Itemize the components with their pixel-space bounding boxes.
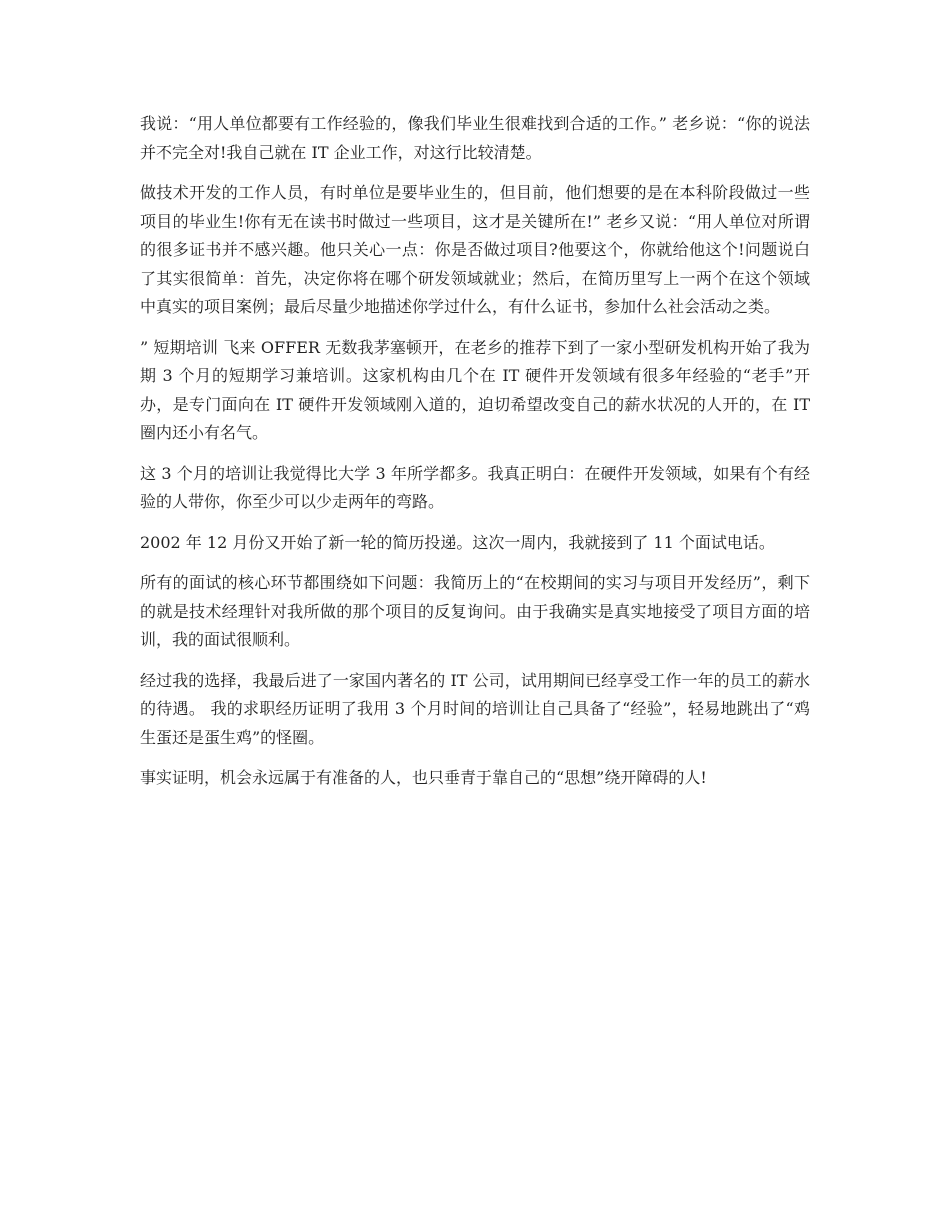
paragraph-3: ” 短期培训 飞来 OFFER 无数我茅塞顿开，在老乡的推荐下到了一家小型研发机构开始了我为期 3 个月的短期学习兼培训。这家机构由几个在 IT 硬件开发领域有很多年经验的“老手”开办，是专门面向在 IT 硬件开发领域刚入道的，迫切希望改变自己的薪水状况的人开的，在 IT 圈内还小有名气。 xyxy=(140,337,810,442)
paragraph-1: 我说：“用人单位都要有工作经验的，像我们毕业生很难找到合适的工作。” 老乡说：“你的说法并不完全对!我自己就在 IT 企业工作，对这行比较清楚。 xyxy=(140,114,810,162)
paragraph-5: 2002 年 12 月份又开始了新一轮的简历投递。这次一周内，我就接到了 11 个面试电话。 xyxy=(140,532,775,552)
paragraph-6: 所有的面试的核心环节都围绕如下问题：我简历上的“在校期间的实习与项目开发经历”，剩下的就是技术经理针对我所做的那个项目的反复询问。由于我确实是真实地接受了项目方面的培训，我的面试很顺利。 xyxy=(140,573,810,649)
paragraph-7: 经过我的选择，我最后进了一家国内著名的 IT 公司，试用期间已经享受工作一年的员工的薪水的待遇。 我的求职经历证明了我用 3 个月时间的培训让自己具备了“经验”，轻易地跳出了“鸡生蛋还是蛋生鸡”的怪圈。 xyxy=(140,670,810,747)
paragraph-2: 做技术开发的工作人员，有时单位是要毕业生的，但目前，他们想要的是在本科阶段做过一些项目的毕业生!你有无在读书时做过一些项目，这才是关键所在!” 老乡又说：“用人单位对所谓的很多证书并不感兴趣。他只关心一点：你是否做过项目?他要这个，你就给他这个!问题说白了其实很简单：首先，决定你将在哪个研发领域就业；然后，在简历里写上一两个在这个领域中真实的项目案例；最后尽量少地描述你学过什么，有什么证书，参加什么社会活动之类。 xyxy=(140,183,810,316)
document-page xyxy=(140,110,810,805)
paragraph-8: 事实证明，机会永远属于有准备的人，也只垂青于靠自己的“思想”绕开障碍的人! xyxy=(140,768,707,787)
paragraph-4: 这 3 个月的培训让我觉得比大学 3 年所学都多。我真正明白：在硬件开发领域，如果有个有经验的人带你，你至少可以少走两年的弯路。 xyxy=(140,463,810,511)
